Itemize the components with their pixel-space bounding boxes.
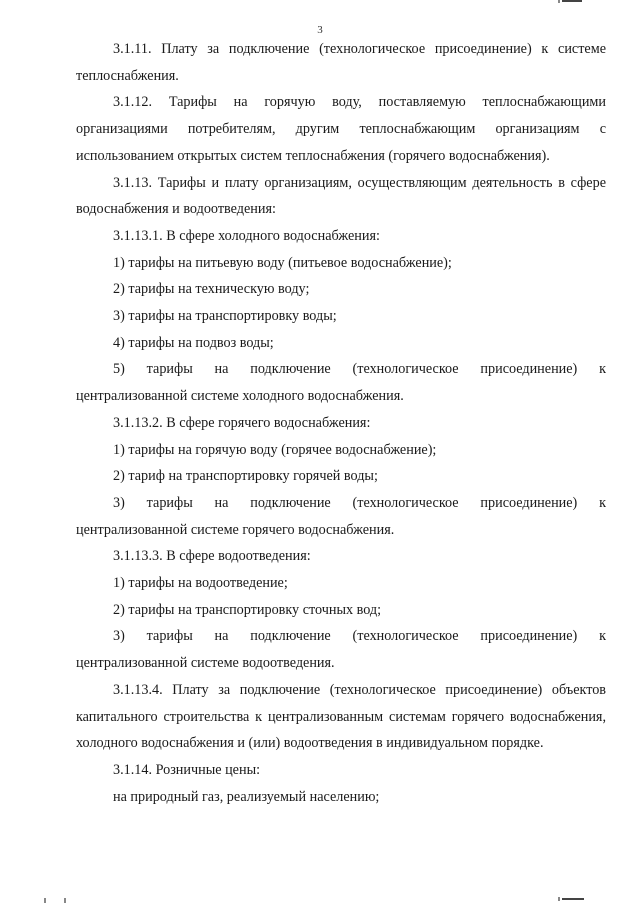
list-item-hot-3: 3) тарифы на подключение (технологическое присоединение) к централизованной системе горячего водоснабжения. [76, 494, 606, 538]
scan-mark-top-right-tick [558, 0, 560, 3]
scan-mark-bottom-left [44, 898, 46, 903]
paragraph-3-1-13: 3.1.13. Тарифы и плату организациям, осуществляющим деятельность в сфере водоснабжения и водоотведения: [76, 174, 606, 218]
document-body [76, 36, 606, 810]
paragraph-3-1-14: 3.1.14. Розничные цены: [113, 761, 261, 778]
paragraph-3-1-11: 3.1.11. Плату за подключение (технологическое присоединение) к системе теплоснабжения. [76, 41, 606, 84]
list-item-hot-2: 2) тариф на транспортировку горячей воды; [113, 468, 378, 485]
scan-mark-top-right [562, 0, 582, 2]
list-item-hot-1: 1) тарифы на горячую воду (горячее водоснабжение); [113, 441, 437, 458]
scan-mark-bottom-left-2 [64, 898, 66, 903]
list-item-cold-5: 5) тарифы на подключение (технологическое присоединение) к централизованной системе холодного водоснабжения. [76, 361, 606, 405]
list-item-drain-1: 1) тарифы на водоотведение; [113, 575, 288, 592]
paragraph-3-1-12: 3.1.12. Тарифы на горячую воду, поставляемую теплоснабжающими организациями потребителям, другим теплоснабжающим организациям с использованием открытых систем теплоснабжения (горячего водоснабжения). [76, 94, 606, 164]
paragraph-3-1-13-3: 3.1.13.3. В сфере водоотведения: [113, 548, 311, 565]
list-item-cold-2: 2) тарифы на техническую воду; [113, 281, 310, 298]
list-item-cold-1: 1) тарифы на питьевую воду (питьевое водоснабжение); [113, 254, 452, 271]
scan-mark-bottom-right [562, 898, 584, 900]
list-item-drain-2: 2) тарифы на транспортировку сточных вод; [113, 601, 382, 618]
scan-mark-bottom-right-tick [558, 897, 560, 901]
paragraph-3-1-13-2: 3.1.13.2. В сфере горячего водоснабжения: [113, 414, 371, 431]
list-item-drain-3: 3) тарифы на подключение (технологическое присоединение) к централизованной системе водоотведения. [76, 628, 606, 672]
list-item-retail-gas: на природный газ, реализуемый населению; [113, 788, 380, 805]
list-item-cold-4: 4) тарифы на подвоз воды; [113, 334, 274, 351]
paragraph-3-1-13-1: 3.1.13.1. В сфере холодного водоснабжения: [113, 227, 380, 244]
page-number: 3 [317, 24, 323, 36]
paragraph-3-1-13-4: 3.1.13.4. Плату за подключение (технологическое присоединение) объектов капитального строительства к централизованным системам горячего водоснабжения, холодного водоснабжения и (или) водоотведения в индивидуальном порядке. [76, 681, 606, 752]
list-item-cold-3: 3) тарифы на транспортировку воды; [113, 308, 337, 325]
